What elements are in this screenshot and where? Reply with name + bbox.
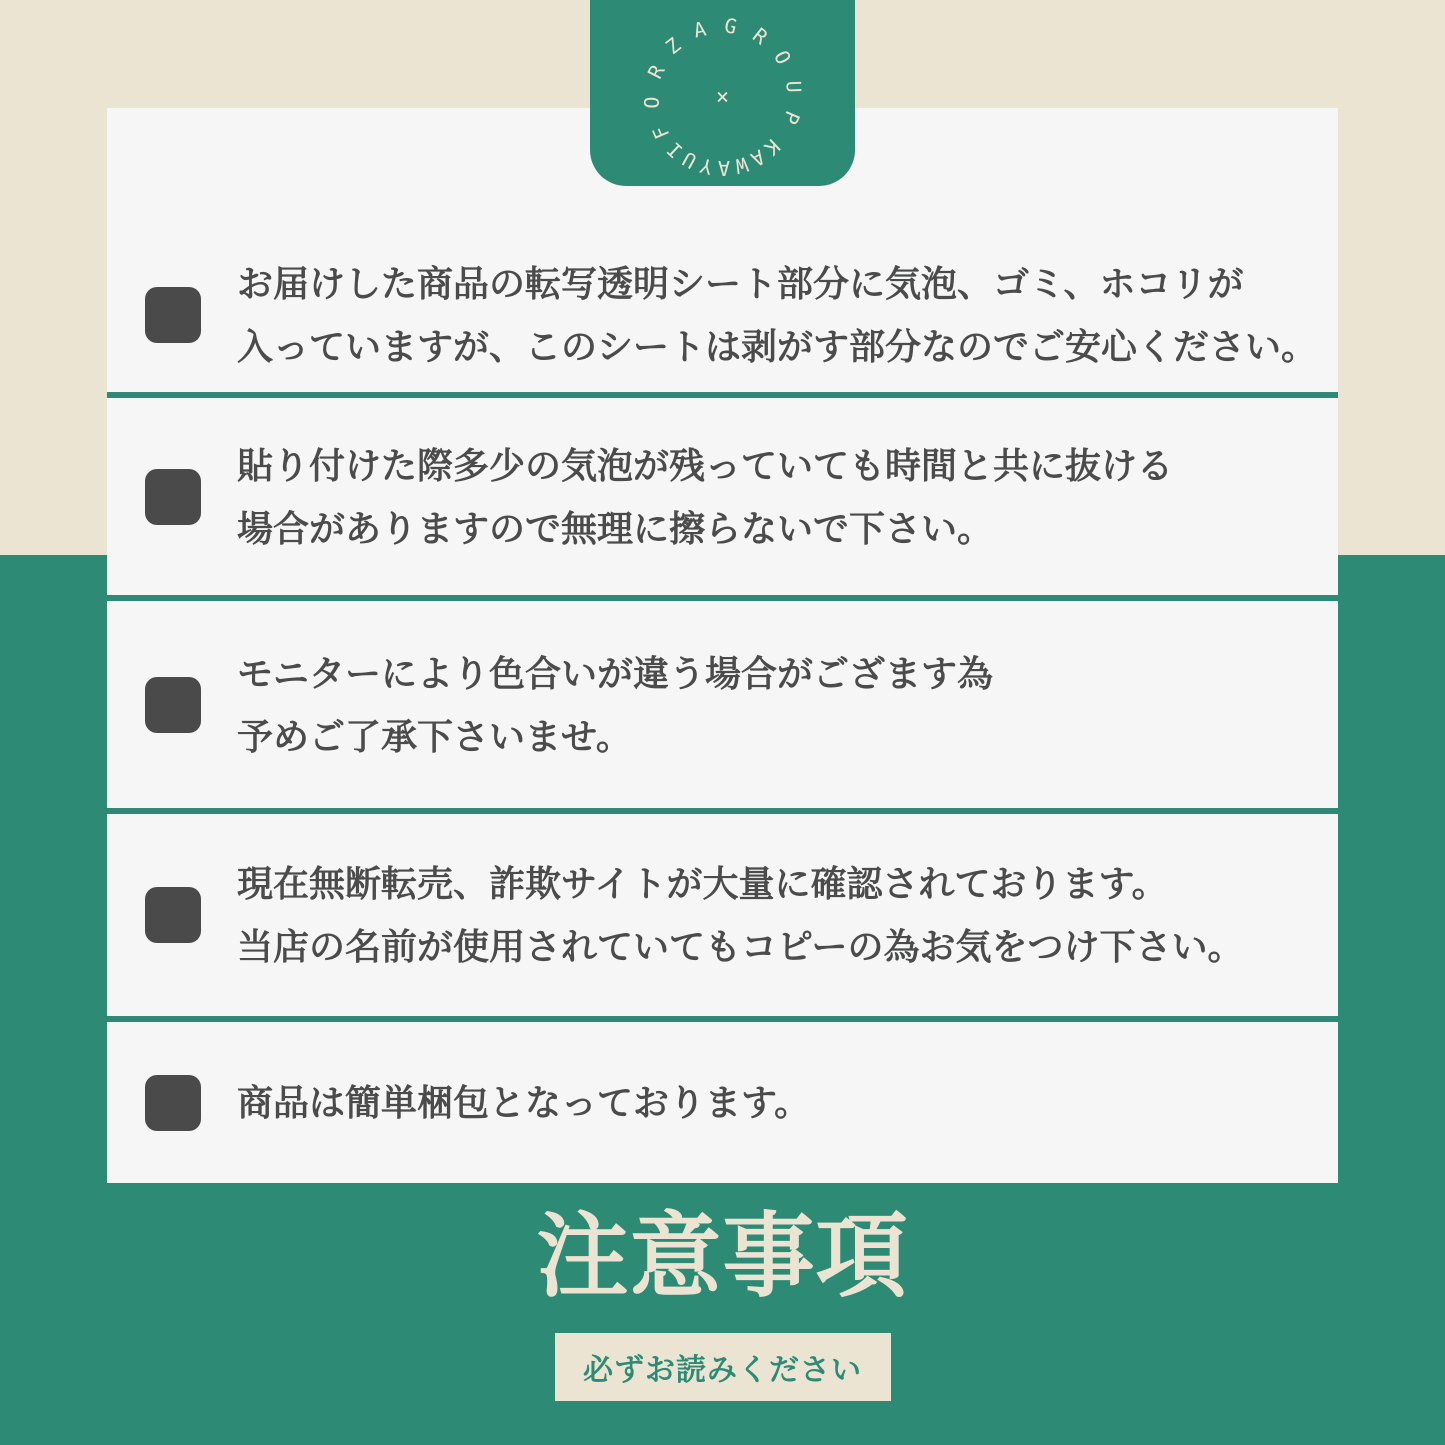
checkbox-icon — [145, 677, 201, 733]
notice-text — [237, 1071, 810, 1134]
notice-text — [237, 642, 993, 768]
notice-line: モニターにより色合いが違う場合がござます為 — [237, 652, 994, 694]
checkbox-icon — [145, 469, 201, 525]
notice-panel — [107, 108, 1338, 1183]
notice-row-2 — [107, 398, 1338, 601]
logo-arc-bottom-text: KAWAYUI — [659, 134, 785, 180]
brand-logo-circular-text — [590, 0, 855, 186]
checkbox-icon — [145, 1075, 201, 1131]
notice-text — [237, 434, 1173, 560]
notice-row-4 — [107, 814, 1338, 1022]
brand-badge — [590, 0, 855, 186]
checkbox-icon — [145, 287, 201, 343]
notice-text — [237, 852, 1244, 978]
notice-row-3 — [107, 601, 1338, 814]
notice-line: 当店の名前が使用されていてもコピーの為お気をつけ下さい。 — [237, 926, 1244, 967]
logo-arc-top-text: FORZAGROUP — [639, 12, 807, 143]
notice-row-5 — [107, 1022, 1338, 1183]
page-title: 注意事項 — [536, 1206, 909, 1308]
notice-line: 入っていますが、このシートは剥がす部分なのでご安心ください。 — [237, 326, 1318, 367]
notice-line: 予めご了承下さいませ。 — [237, 715, 632, 757]
notice-line: 現在無断転売、詐欺サイトが大量に確認されております。 — [237, 863, 1168, 904]
notice-line: お届けした商品の転写透明シート部分に気泡、ゴミ、ホコリが — [237, 263, 1244, 304]
notice-line: 貼り付けた際多少の気泡が残っていても時間と共に抜ける — [237, 444, 1174, 486]
checkbox-icon — [145, 887, 201, 943]
notice-text — [237, 252, 1317, 378]
notice-line: 場合がありますので無理に擦らないで下さい。 — [237, 507, 994, 549]
notice-line: 商品は簡単梱包となっております。 — [237, 1082, 811, 1123]
read-notice-label: 必ずお読みください — [583, 1354, 862, 1387]
read-notice-plate — [555, 1333, 891, 1401]
logo-x-mark: × — [715, 85, 730, 110]
